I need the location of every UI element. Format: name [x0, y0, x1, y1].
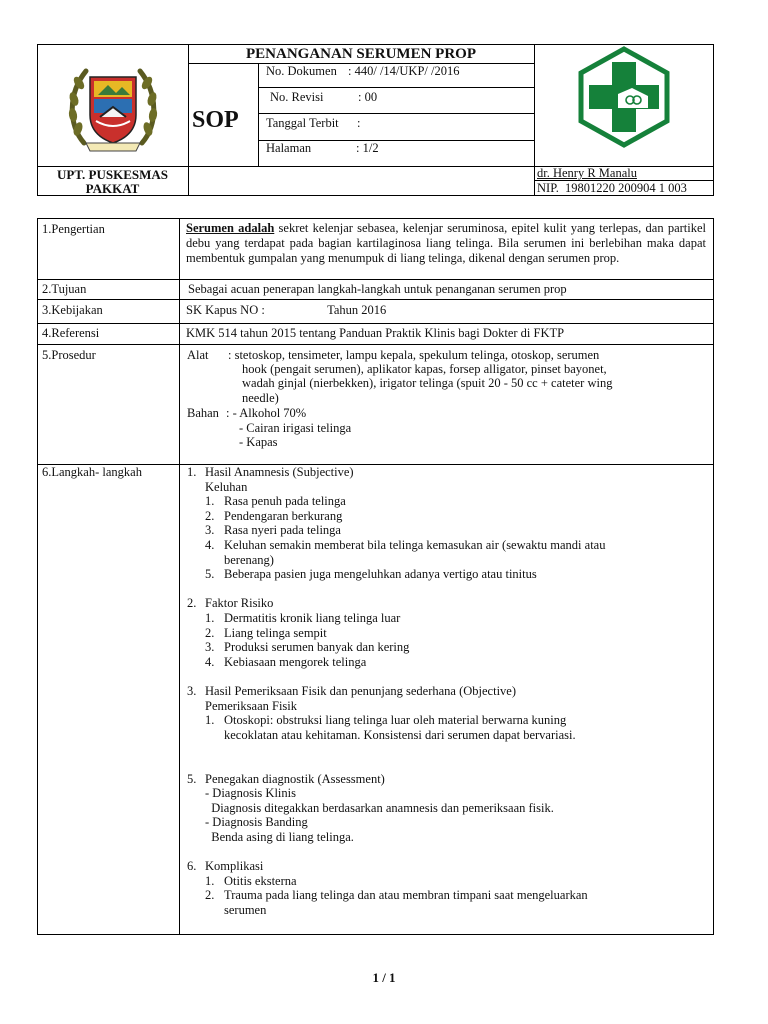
row-label-prosedur: 5.Prosedur: [42, 348, 96, 362]
field-halaman-value: : 1/2: [356, 141, 379, 155]
signer-name: dr. Henry R Manalu: [537, 166, 637, 180]
langkah-number: 4.: [205, 654, 215, 669]
row-label-kebijakan: 3.Kebijakan: [42, 303, 103, 317]
signer-nip: 19801220 200904 1 003: [565, 181, 687, 195]
langkah-line: Pendengaran berkurang: [224, 508, 343, 523]
signer-nip-label: NIP.: [537, 181, 559, 195]
field-halaman-label: Halaman: [266, 141, 312, 155]
langkah-number: 1.: [187, 465, 197, 479]
langkah-line: Trauma pada liang telinga dan atau membran timpani saat mengeluarkan: [224, 888, 588, 903]
alat-line-2: hook (pengait serumen), aplikator kapas, forsep alligator, pinset bayonet,: [242, 362, 607, 376]
langkah-line: kecoklatan atau kehitaman. Konsistensi dari serumen dapat bervariasi.: [224, 727, 576, 742]
langkah-line: Pemeriksaan Fisik: [205, 698, 298, 713]
row-content-referensi: KMK 514 tahun 2015 tentang Panduan Praktik Klinis bagi Dokter di FKTP: [186, 326, 565, 340]
langkah-line: - Diagnosis Klinis: [205, 786, 296, 801]
langkah-line: Rasa nyeri pada telinga: [224, 523, 341, 538]
field-no-revisi-value: : 00: [358, 90, 378, 104]
row-label-tujuan: 2.Tujuan: [42, 282, 87, 296]
langkah-line: Benda asing di liang telinga.: [205, 830, 354, 844]
row-label-pengertian: 1.Pengertian: [42, 222, 105, 236]
langkah-line: Beberapa pasien juga mengeluhkan adanya vertigo atau tinitus: [224, 567, 537, 582]
org-name-line1: UPT. PUSKESMAS: [57, 167, 168, 182]
langkah-number: 3.: [205, 640, 215, 655]
langkah-line: Kebiasaan mengorek telinga: [224, 654, 367, 669]
langkah-line: Dermatitis kronik liang telinga luar: [224, 611, 401, 625]
langkah-number: 1.: [205, 713, 215, 728]
langkah-line: Liang telinga sempit: [224, 625, 327, 640]
row-label-langkah: 6.Langkah- langkah: [42, 465, 142, 479]
langkah-line: Hasil Anamnesis (Subjective): [205, 465, 354, 479]
alat-label: Alat: [187, 348, 209, 362]
langkah-number: 2.: [187, 596, 197, 611]
langkah-line: Diagnosis ditegakkan berdasarkan anamnesis dan pemeriksaan fisik.: [205, 800, 554, 815]
langkah-number: 1.: [205, 611, 215, 625]
page-number: 1 / 1: [372, 970, 396, 985]
field-tanggal-terbit-label: Tanggal Terbit: [266, 116, 339, 130]
row-label-referensi: 4.Referensi: [42, 326, 100, 340]
langkah-line: Faktor Risiko: [205, 596, 274, 611]
langkah-number: 3.: [205, 523, 215, 538]
langkah-number: 5.: [187, 771, 197, 786]
langkah-number: 1.: [205, 494, 215, 509]
langkah-number: 6.: [187, 859, 197, 874]
alat-line-3: wadah ginjal (nierbekken), irigator telinga (spuit 20 - 50 cc + cateter wing: [242, 376, 613, 390]
langkah-line: serumen: [224, 903, 267, 917]
bahan-line-3: - Kapas: [239, 435, 278, 449]
langkah-number: 2.: [205, 508, 215, 523]
langkah-line: - Diagnosis Banding: [205, 815, 308, 830]
bahan-line-1: : - Alkohol 70%: [226, 406, 307, 420]
pengertian-text: sekret kelenjar sebasea, kelenjar seruminosa, epitel kulit yang terlepas, dan partikel debu yang terdapat pada bagian kartilaginosa liang telinga. Bila serumen ini berlebihan maka dapat membentuk gumpalan yang menumpuk di liang telinga, dikenal dengan serumen prop.: [186, 221, 706, 265]
pengertian-term: Serumen adalah: [186, 221, 275, 235]
sop-label: SOP: [192, 107, 239, 133]
langkah-line: Penegakan diagnostik (Assessment): [205, 771, 385, 786]
puskesmas-logo-icon: [574, 46, 674, 148]
langkah-line: Otoskopi: obstruksi liang telinga luar oleh material berwarna kuning: [224, 713, 567, 728]
langkah-line: Keluhan semakin memberat bila telinga kemasukan air (sewaktu mandi atau: [224, 538, 606, 552]
regional-emblem-icon: [64, 59, 162, 155]
langkah-number: 4.: [205, 538, 215, 552]
langkah-line: Hasil Pemeriksaan Fisik dan penunjang sederhana (Objective): [205, 684, 517, 698]
row-content-pengertian: [186, 221, 706, 266]
langkah-line: Komplikasi: [205, 859, 264, 874]
field-no-revisi-label: No. Revisi: [270, 90, 324, 104]
langkah-line: berenang): [224, 552, 274, 567]
alat-line-4: needle): [242, 391, 279, 405]
langkah-number: 3.: [187, 684, 197, 698]
langkah-line: Produksi serumen banyak dan kering: [224, 640, 410, 655]
langkah-number: 1.: [205, 873, 215, 888]
row-content-kebijakan: SK Kapus NO : Tahun 2016: [186, 303, 387, 317]
langkah-line: Otitis eksterna: [224, 873, 297, 888]
bahan-line-2: - Cairan irigasi telinga: [239, 421, 352, 435]
langkah-line: Keluhan: [205, 479, 248, 494]
langkah-number: 5.: [205, 567, 215, 582]
field-no-dokumen-value: : 440/ /14/UKP/ /2016: [348, 64, 460, 78]
row-content-tujuan: Sebagai acuan penerapan langkah-langkah untuk penanganan serumen prop: [188, 282, 567, 296]
org-name-line2: PAKKAT: [85, 181, 140, 196]
sop-title: PENANGANAN SERUMEN PROP: [246, 46, 476, 62]
langkah-line: Rasa penuh pada telinga: [224, 494, 346, 509]
field-tanggal-terbit-value: :: [357, 116, 361, 130]
bahan-label: Bahan: [187, 406, 219, 420]
field-no-dokumen-label: No. Dokumen: [266, 64, 337, 78]
langkah-number: 2.: [205, 625, 215, 640]
langkah-number: 2.: [205, 888, 215, 903]
alat-line-1: : stetoskop, tensimeter, lampu kepala, spekulum telinga, otoskop, serumen: [228, 348, 600, 362]
